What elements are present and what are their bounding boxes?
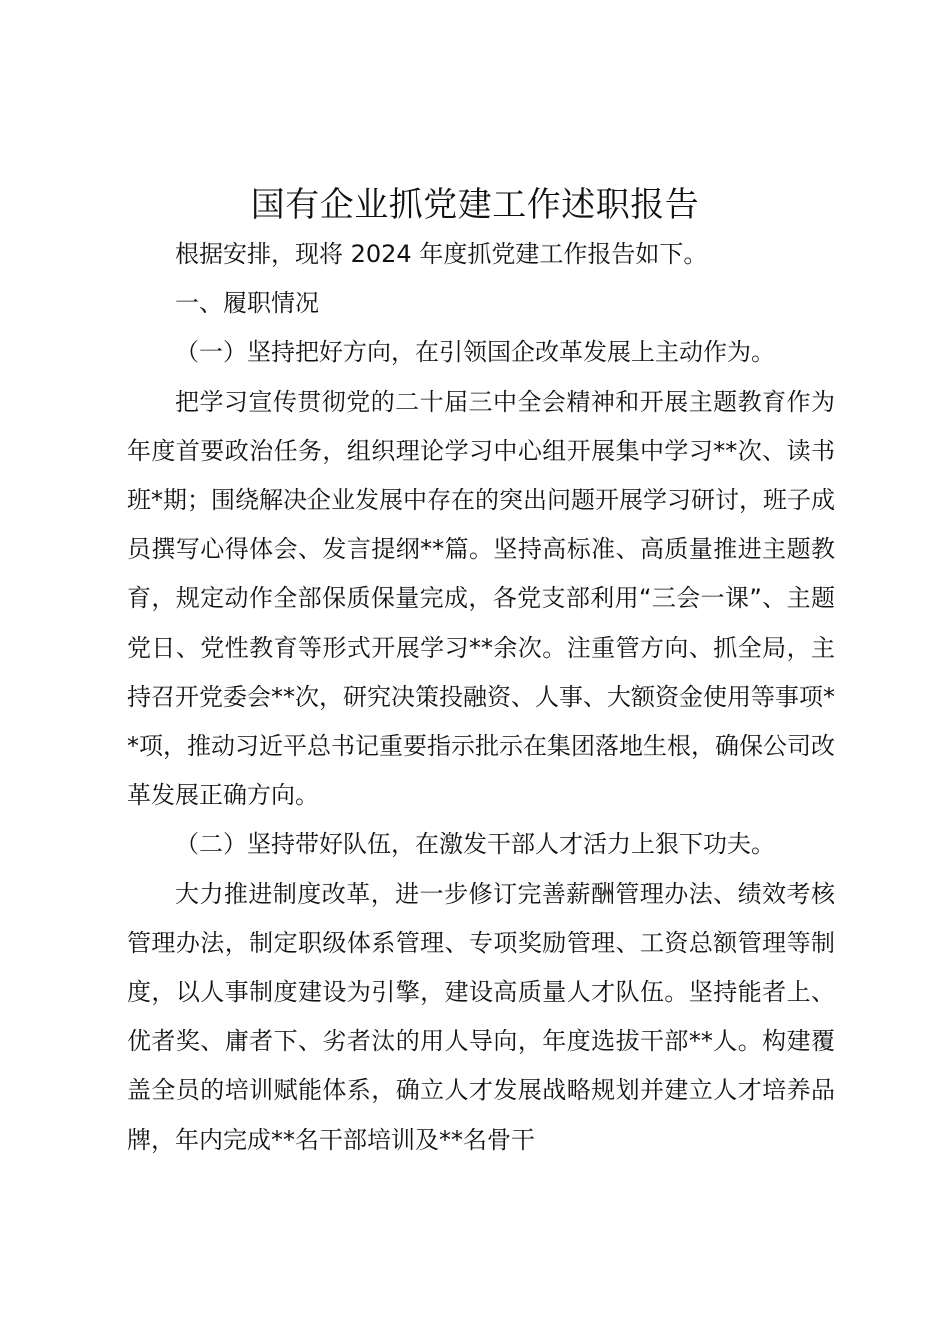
intro-paragraph: 根据安排，现将 2024 年度抓党建工作报告如下。: [175, 240, 708, 268]
document-title: 国有企业抓党建工作述职报告: [250, 185, 700, 225]
subsection-heading-team: （二）坚持带好队伍，在激发干部人才活力上狠下功夫。: [175, 830, 775, 859]
section-heading-duty-performance: 一、履职情况: [175, 289, 319, 318]
document-body: [127, 230, 835, 1165]
subsection-heading-direction: （一）坚持把好方向，在引领国企改革发展上主动作为。: [175, 338, 775, 367]
body-paragraph-direction: 把学习宣传贯彻党的二十届三中全会精神和开展主题教育作为年度首要政治任务，组织理论学习中心组开展集中学习**次、读书班*期；围绕解决企业发展中存在的突出问题开展学习研讨，班子成员撰写心得体会、发言提纲**篇。坚持高标准、高质量推进主题教育，规定动作全部保质保量完成，各党支部利用“三会一课”、主题党日、党性教育等形式开展学习**余次。注重管方向、抓全局，主持召开党委会**次，研究决策投融资、人事、大额资金使用等事项**项，推动习近平总书记重要指示批示在集团落地生根，确保公司改革发展正确方向。: [127, 387, 835, 810]
body-paragraph-team: 大力推进制度改革，进一步修订完善薪酬管理办法、绩效考核管理办法，制定职级体系管理、专项奖励管理、工资总额管理等制度，以人事制度建设为引擎，建设高质量人才队伍。坚持能者上、优者奖、庸者下、劣者汰的用人导向，年度选拔干部**人。构建覆盖全员的培训赋能体系，确立人才发展战略规划并建立人才培养品牌，年内完成**名干部培训及**名骨干: [127, 879, 835, 1154]
